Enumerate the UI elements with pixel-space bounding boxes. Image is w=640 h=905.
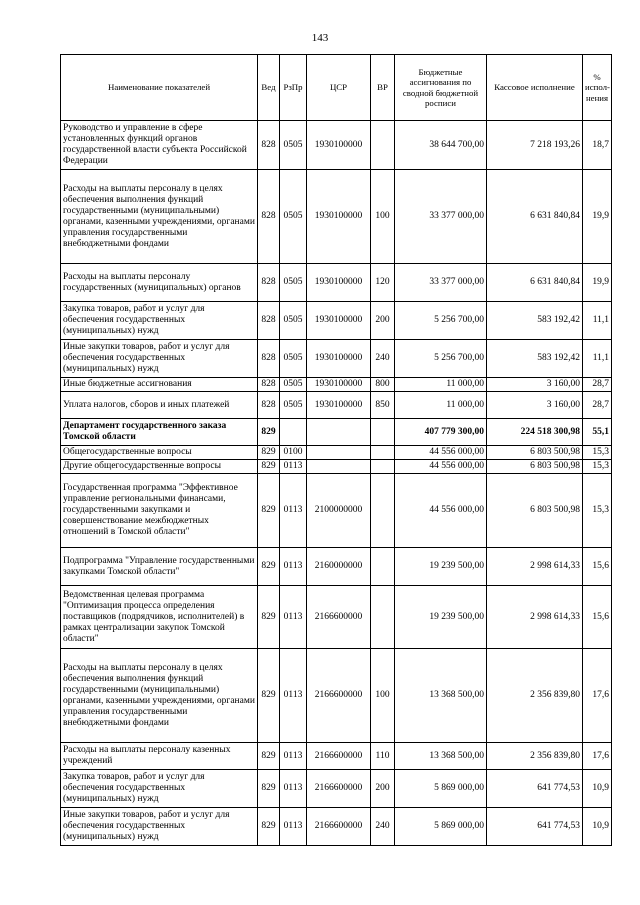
cell-assignments: 33 377 000,00	[395, 264, 487, 302]
table-row	[61, 474, 612, 548]
cell-vr: 200	[371, 770, 395, 808]
cell-vr	[371, 460, 395, 474]
cell-cash-execution: 7 218 193,26	[487, 121, 583, 170]
cell-cash-execution: 2 998 614,33	[487, 586, 583, 649]
cell-name: Закупка товаров, работ и услуг для обеспечения государственных (муниципальных) нужд	[61, 770, 258, 808]
cell-csr	[307, 446, 371, 460]
table-row	[61, 419, 612, 446]
cell-vr	[371, 474, 395, 548]
cell-ved: 829	[258, 548, 280, 586]
cell-percent: 18,7	[583, 121, 612, 170]
cell-assignments: 33 377 000,00	[395, 170, 487, 264]
cell-assignments: 11 000,00	[395, 392, 487, 419]
cell-vr: 850	[371, 392, 395, 419]
header-ved: Вед	[258, 55, 280, 121]
cell-rzpr: 0505	[280, 121, 307, 170]
cell-csr: 1930100000	[307, 378, 371, 392]
table-row	[61, 586, 612, 649]
cell-vr: 240	[371, 808, 395, 846]
cell-ved: 828	[258, 302, 280, 340]
cell-rzpr: 0505	[280, 264, 307, 302]
cell-rzpr: 0113	[280, 586, 307, 649]
cell-cash-execution: 6 631 840,84	[487, 170, 583, 264]
cell-cash-execution: 2 356 839,80	[487, 743, 583, 770]
cell-csr	[307, 460, 371, 474]
cell-cash-execution: 2 356 839,80	[487, 649, 583, 743]
cell-cash-execution: 6 803 500,98	[487, 460, 583, 474]
cell-vr: 800	[371, 378, 395, 392]
cell-ved: 829	[258, 460, 280, 474]
cell-vr: 110	[371, 743, 395, 770]
cell-rzpr: 0505	[280, 392, 307, 419]
header-assignments: Бюджетные ассигнования по сводной бюджетной росписи	[395, 55, 487, 121]
cell-name: Иные закупки товаров, работ и услуг для обеспечения государственных (муниципальных) нужд	[61, 808, 258, 846]
cell-vr: 200	[371, 302, 395, 340]
cell-cash-execution: 641 774,53	[487, 770, 583, 808]
cell-vr	[371, 121, 395, 170]
budget-table	[60, 54, 612, 846]
table-row	[61, 264, 612, 302]
table-row	[61, 460, 612, 474]
cell-vr: 120	[371, 264, 395, 302]
cell-percent: 28,7	[583, 378, 612, 392]
header-rzpr: РзПр	[280, 55, 307, 121]
cell-name: Расходы на выплаты персоналу государственных (муниципальных) органов	[61, 264, 258, 302]
cell-name: Государственная программа "Эффективное управление региональными финансами, государственными закупками и совершенствование межбюджетных отношений в Томской области"	[61, 474, 258, 548]
cell-assignments: 5 256 700,00	[395, 340, 487, 378]
cell-ved: 828	[258, 392, 280, 419]
cell-name: Департамент государственного заказа Томской области	[61, 419, 258, 446]
cell-csr	[307, 419, 371, 446]
cell-rzpr: 0505	[280, 302, 307, 340]
cell-assignments: 5 869 000,00	[395, 808, 487, 846]
table-row	[61, 121, 612, 170]
cell-ved: 829	[258, 649, 280, 743]
cell-assignments: 44 556 000,00	[395, 446, 487, 460]
cell-name: Закупка товаров, работ и услуг для обеспечения государственных (муниципальных) нужд	[61, 302, 258, 340]
cell-ved: 829	[258, 419, 280, 446]
table-row	[61, 302, 612, 340]
cell-percent: 17,6	[583, 649, 612, 743]
cell-name: Руководство и управление в сфере установленных функций органов государственной власти субъекта Российской Федерации	[61, 121, 258, 170]
cell-ved: 828	[258, 340, 280, 378]
cell-ved: 829	[258, 474, 280, 548]
cell-cash-execution: 2 998 614,33	[487, 548, 583, 586]
page-number: 143	[311, 32, 329, 44]
cell-rzpr: 0113	[280, 743, 307, 770]
cell-percent: 15,3	[583, 446, 612, 460]
cell-percent: 55,1	[583, 419, 612, 446]
cell-name: Общегосударственные вопросы	[61, 446, 258, 460]
cell-csr: 1930100000	[307, 170, 371, 264]
cell-assignments: 11 000,00	[395, 378, 487, 392]
cell-assignments: 5 869 000,00	[395, 770, 487, 808]
cell-rzpr: 0113	[280, 770, 307, 808]
cell-name: Расходы на выплаты персоналу в целях обеспечения выполнения функций государственными (муниципальными) органами, казенными учреждениями, органами управления государственными внебюджетными фондами	[61, 649, 258, 743]
cell-csr: 1930100000	[307, 340, 371, 378]
cell-vr: 240	[371, 340, 395, 378]
header-vr: ВР	[371, 55, 395, 121]
cell-rzpr: 0505	[280, 170, 307, 264]
cell-percent: 19,9	[583, 170, 612, 264]
header-percent: % испол-нения	[583, 55, 612, 121]
cell-percent: 19,9	[583, 264, 612, 302]
cell-rzpr: 0113	[280, 649, 307, 743]
cell-rzpr: 0113	[280, 474, 307, 548]
cell-assignments: 5 256 700,00	[395, 302, 487, 340]
cell-name: Расходы на выплаты персоналу в целях обеспечения выполнения функций государственными (муниципальными) органами, казенными учреждениями, органами управления государственными внебюджетными фондами	[61, 170, 258, 264]
table-row	[61, 392, 612, 419]
cell-csr: 1930100000	[307, 302, 371, 340]
table-row	[61, 808, 612, 846]
table-row	[61, 743, 612, 770]
cell-percent: 10,9	[583, 808, 612, 846]
cell-csr: 1930100000	[307, 392, 371, 419]
cell-percent: 11,1	[583, 302, 612, 340]
table-header-row	[61, 55, 612, 121]
cell-percent: 17,6	[583, 743, 612, 770]
cell-name: Расходы на выплаты персоналу казенных учреждений	[61, 743, 258, 770]
cell-csr: 2166600000	[307, 586, 371, 649]
cell-rzpr: 0100	[280, 446, 307, 460]
cell-csr: 1930100000	[307, 121, 371, 170]
cell-ved: 829	[258, 743, 280, 770]
cell-ved: 828	[258, 378, 280, 392]
cell-ved: 829	[258, 586, 280, 649]
header-csr: ЦСР	[307, 55, 371, 121]
cell-percent: 15,3	[583, 474, 612, 548]
cell-csr: 2166600000	[307, 649, 371, 743]
cell-assignments: 44 556 000,00	[395, 474, 487, 548]
cell-cash-execution: 224 518 300,98	[487, 419, 583, 446]
cell-vr: 100	[371, 170, 395, 264]
table-row	[61, 446, 612, 460]
cell-csr: 2166600000	[307, 743, 371, 770]
cell-name: Ведомственная целевая программа "Оптимизация процесса определения поставщиков (подрядчиков, исполнителей) в рамках централизации закупок Томской области"	[61, 586, 258, 649]
cell-vr	[371, 446, 395, 460]
cell-cash-execution: 583 192,42	[487, 340, 583, 378]
cell-name: Уплата налогов, сборов и иных платежей	[61, 392, 258, 419]
cell-csr: 2160000000	[307, 548, 371, 586]
table-row	[61, 770, 612, 808]
cell-vr	[371, 586, 395, 649]
cell-rzpr: 0113	[280, 460, 307, 474]
cell-cash-execution: 6 803 500,98	[487, 474, 583, 548]
cell-csr: 1930100000	[307, 264, 371, 302]
cell-percent: 15,6	[583, 586, 612, 649]
cell-ved: 828	[258, 170, 280, 264]
cell-assignments: 19 239 500,00	[395, 548, 487, 586]
cell-cash-execution: 641 774,53	[487, 808, 583, 846]
cell-rzpr: 0113	[280, 808, 307, 846]
cell-percent: 15,3	[583, 460, 612, 474]
cell-assignments: 13 368 500,00	[395, 743, 487, 770]
cell-vr	[371, 548, 395, 586]
cell-csr: 2100000000	[307, 474, 371, 548]
table-row	[61, 378, 612, 392]
cell-vr: 100	[371, 649, 395, 743]
table-row	[61, 340, 612, 378]
cell-assignments: 407 779 300,00	[395, 419, 487, 446]
table-row	[61, 649, 612, 743]
table-row	[61, 548, 612, 586]
header-cash-execution: Кассовое исполнение	[487, 55, 583, 121]
cell-assignments: 19 239 500,00	[395, 586, 487, 649]
cell-cash-execution: 3 160,00	[487, 378, 583, 392]
cell-cash-execution: 6 631 840,84	[487, 264, 583, 302]
cell-name: Подпрограмма "Управление государственными закупками Томской области"	[61, 548, 258, 586]
cell-percent: 15,6	[583, 548, 612, 586]
cell-cash-execution: 6 803 500,98	[487, 446, 583, 460]
cell-ved: 829	[258, 446, 280, 460]
cell-percent: 28,7	[583, 392, 612, 419]
cell-assignments: 13 368 500,00	[395, 649, 487, 743]
cell-percent: 11,1	[583, 340, 612, 378]
cell-ved: 829	[258, 770, 280, 808]
cell-assignments: 38 644 700,00	[395, 121, 487, 170]
cell-vr	[371, 419, 395, 446]
cell-name: Иные бюджетные ассигнования	[61, 378, 258, 392]
cell-rzpr	[280, 419, 307, 446]
table-row	[61, 170, 612, 264]
cell-percent: 10,9	[583, 770, 612, 808]
cell-rzpr: 0113	[280, 548, 307, 586]
cell-csr: 2166600000	[307, 770, 371, 808]
cell-name: Иные закупки товаров, работ и услуг для обеспечения государственных (муниципальных) нужд	[61, 340, 258, 378]
cell-ved: 829	[258, 808, 280, 846]
cell-ved: 828	[258, 264, 280, 302]
cell-cash-execution: 583 192,42	[487, 302, 583, 340]
header-name: Наименование показателей	[61, 55, 258, 121]
cell-rzpr: 0505	[280, 340, 307, 378]
cell-rzpr: 0505	[280, 378, 307, 392]
cell-name: Другие общегосударственные вопросы	[61, 460, 258, 474]
cell-csr: 2166600000	[307, 808, 371, 846]
cell-cash-execution: 3 160,00	[487, 392, 583, 419]
cell-ved: 828	[258, 121, 280, 170]
cell-assignments: 44 556 000,00	[395, 460, 487, 474]
